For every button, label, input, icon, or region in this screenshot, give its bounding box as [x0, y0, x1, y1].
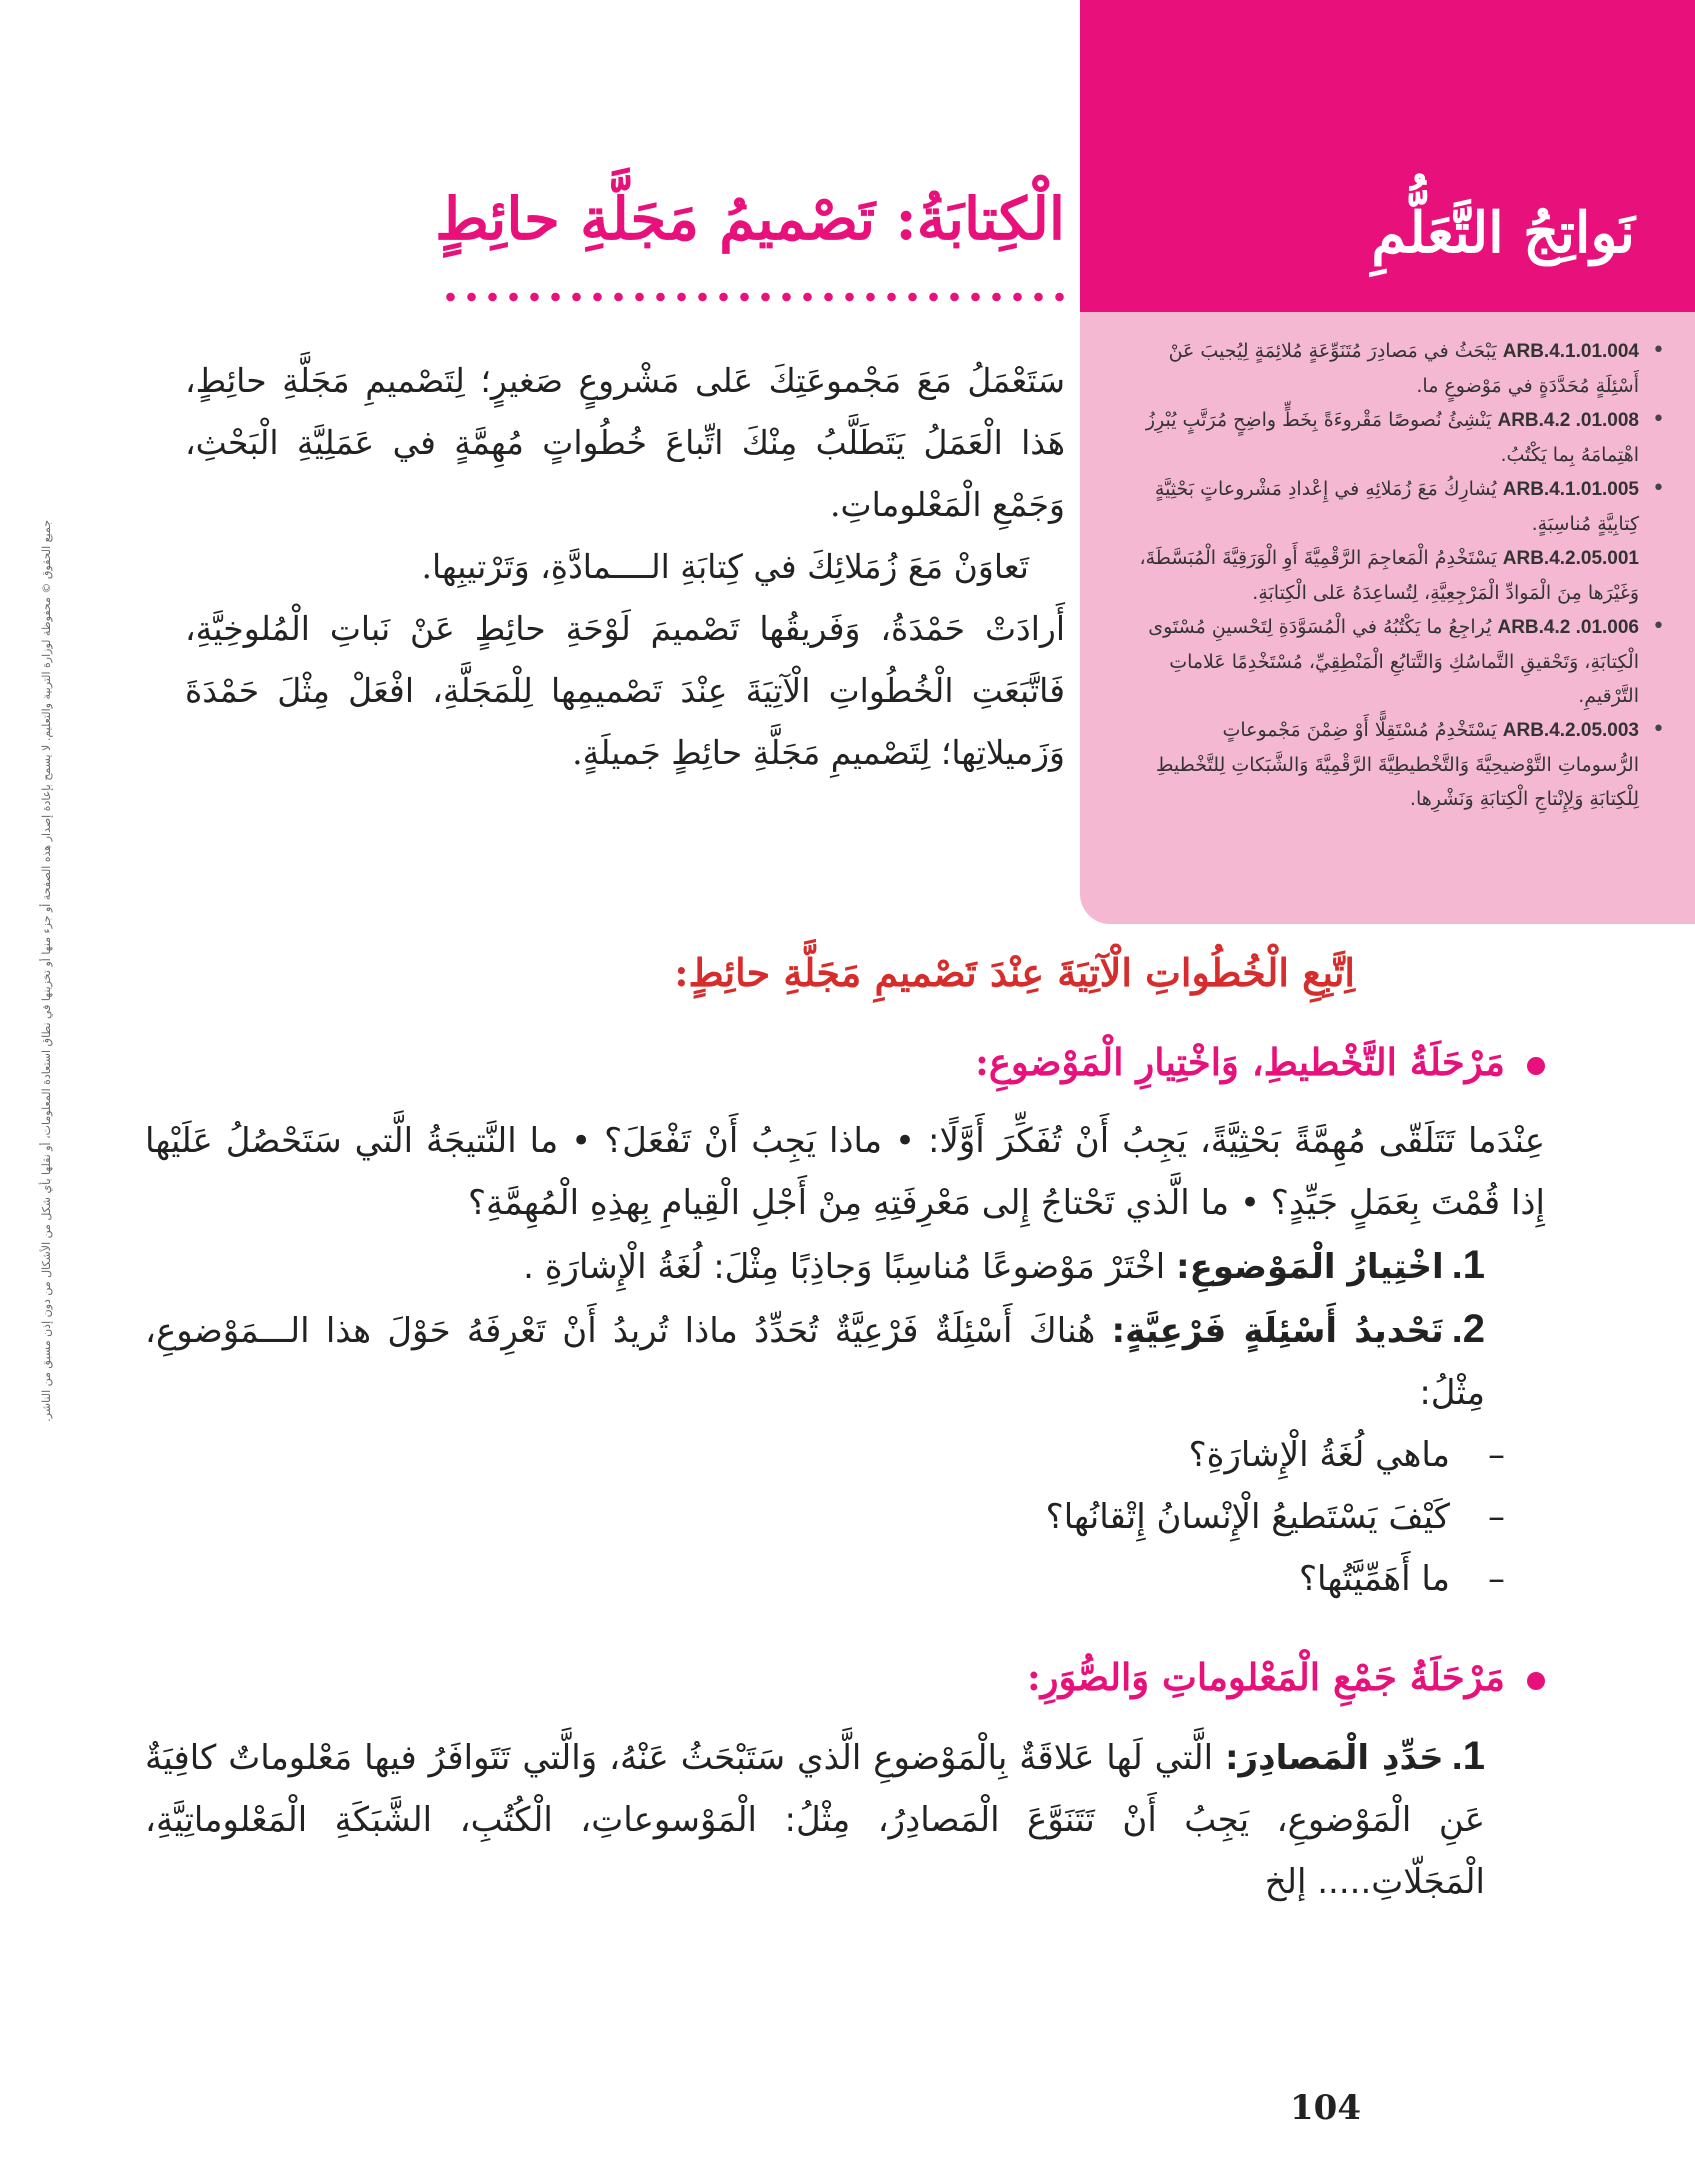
list-item: – كَيْفَ يَسْتَطيعُ الْإِنْسانُ إِتْقانُها؟: [1045, 1497, 1505, 1537]
sub-questions-list: [145, 1424, 1545, 1610]
stage-collection-body: [145, 1725, 1545, 1913]
intro-paragraph: أَرادَتْ حَمْدَةُ، وَفَريقُها تَصْميمَ لَوْحَةِ حائِطٍ عَنْ نَباتِ الْمُلوخِيَّةِ، فَاتَّبَعَتِ الْخُطُواتِ الْآتِيَةَ عِنْدَ تَصْميمِها لِلْمَجَلَّةِ، افْعَلْ مِثْلَ حَمْدَةَ وَزَميلاتِها؛ لِتَصْميمِ مَجَلَّةِ حائِطٍ جَميلَةٍ.: [185, 609, 1065, 772]
list-item: – ما أَهَمِّيَّتُها؟: [1298, 1559, 1505, 1599]
learning-outcome-item: • ARB.4.2 .01.008 يَنْشِئُ نُصوصًا مَقْروءَةً بِخَطٍّ واضِحٍ مُرَتَّبٍ يُبْرِزُ اهْتِمامَهُ بِما يَكْتُبُ.: [1145, 407, 1665, 466]
learning-outcome-item: • ARB.4.2.05.003 يَسْتَخْدِمُ مُسْتَقِلًّا أَوْ ضِمْنَ مَجْموعاتٍ الرُّسوماتِ التَّوْضيحِيَّةَ وَالتَّخْطيطِيَّةَ الرَّقْمِيَّةَ وَالشَّبَكاتِ لِلتَّخْطيطِ لِلْكِتابَةِ وَلِإِنْتاجِ الْكِتابَةِ وَنَشْرِها.: [1155, 717, 1665, 810]
stage-planning-body: [145, 1110, 1545, 1610]
intro-text: [185, 350, 1065, 784]
bullet-icon: [1527, 1672, 1545, 1690]
bullet-icon: [1527, 1057, 1545, 1075]
learning-outcome-item: • ARB.4.2 .01.006 يُراجِعُ ما يَكْتُبُهُ في الْمُسَوَّدَةِ لِتَحْسينِ مُسْتَوى الْكِتابَةِ، وَتَحْقيقِ التَّماسُكِ وَالتَّتابُعِ الْمَنْطِقِيِّ، مُسْتَخْدِمًا عَلاماتِ التَّرْقيمِ.: [1148, 614, 1665, 707]
learning-outcome-item: • ARB.4.1.01.004 يَبْحَثُ في مَصادِرَ مُتَنَوِّعَةٍ مُلائِمَةٍ لِيُجيبَ عَنْ أَسْئِلَةٍ مُحَدَّدَةٍ في مَوْضوعٍ ما.: [1168, 338, 1665, 397]
page-number: 104: [1290, 2088, 1361, 2128]
learning-outcomes-list: [1139, 334, 1665, 816]
page-title: الْكِتابَةُ: تَصْميمُ مَجَلَّةِ حائِطٍ: [435, 185, 1065, 253]
copyright-note: جميع الحقوق © محفوظة لوزارة التربية والتعليم. لا يسمح بإعادة إصدار هذه الصفحة أو جزء منها أو تخزينها في نطاق استعادة المعلومات، أو نقلها بأي شكل من الأشكال من دون إذن مسبق من الناشر.: [40, 520, 53, 1422]
numbered-item: 1.حَدِّدِ الْمَصادِرَ: الَّتي لَها عَلاقَةٌ بِالْمَوْضوعِ الَّذي سَتَبْحَثُ عَنْهُ، وَالَّتي تَتَوافَرُ فيها مَعْلوماتٌ كافِيَةٌ عَنِ الْمَوْضوعِ، يَجِبُ أَنْ تَتَنَوَّعَ الْمَصادِرُ، مِثْلُ: الْمَوْسوعاتِ، الْكُتُبِ، الشَّبَكَةِ الْمَعْلوماتِيَّةِ، الْمَجَلّاتِ..... إلخ: [145, 1734, 1485, 1902]
numbered-item: 2.تَحْديدُ أَسْئِلَةٍ فَرْعِيَّةٍ: هُناكَ أَسْئِلَةٌ فَرْعِيَّةٌ تُحَدِّدُ ماذا تُريدُ أَنْ تَعْرِفَهُ حَوْلَ هذا الـــمَوْضوعِ، مِثْلُ:: [145, 1307, 1485, 1413]
steps-heading: اِتَّبِعِ الْخُطُواتِ الْآتِيَةَ عِنْدَ تَصْميمِ مَجَلَّةِ حائِطٍ:: [674, 950, 1355, 995]
learning-outcomes-title: نَواتِجُ التَّعَلُّمِ: [1371, 200, 1635, 266]
intro-paragraph: سَتَعْمَلُ مَعَ مَجْموعَتِكَ عَلى مَشْروعٍ صَغيرٍ؛ لِتَصْميمِ مَجَلَّةِ حائِطٍ، هَذا الْعَمَلُ يَتَطَلَّبُ مِنْكَ اتِّباعَ خُطُواتٍ مُهِمَّةٍ في عَمَلِيَّةِ الْبَحْثِ، وَجَمْعِ الْمَعْلوماتِ.: [185, 361, 1065, 524]
learning-outcomes-header: [1080, 0, 1695, 312]
list-item: – ماهي لُغَةُ الْإِشارَةِ؟: [1188, 1435, 1505, 1475]
learning-outcome-item: ARB.4.2.05.001 يَسْتَخْدِمُ الْمَعاجِمَ الرَّقْمِيَّةَ أَوِ الْوَرَقِيَّةَ الْمُبَسَّطَةَ، وَغَيْرَها مِنَ الْمَوادِّ الْمَرْجِعِيَّةِ، لِتُساعِدَهُ عَلى الْكِتابَةِ.: [1139, 547, 1639, 604]
stage-collection-title: مَرْحَلَةُ جَمْعِ الْمَعْلوماتِ وَالصُّوَرِ:: [1027, 1655, 1545, 1699]
numbered-item: 1.اخْتِيارُ الْمَوْضوعِ: اخْتَرْ مَوْضوعًا مُناسِبًا وَجاذِبًا مِثْلَ: لُغَةُ الْإِشارَةِ .: [523, 1243, 1485, 1287]
intro-paragraph: تَعاوَنْ مَعَ زُمَلائِكَ في كِتابَةِ الــــمادَّةِ، وَتَرْتيبِها.: [421, 547, 1029, 586]
stage-planning-title: مَرْحَلَةُ التَّخْطيطِ، وَاخْتِيارِ الْمَوْضوعِ:: [975, 1040, 1545, 1084]
learning-outcome-item: • ARB.4.1.01.005 يُشارِكُ مَعَ زُمَلائِهِ في إِعْدادِ مَشْروعاتٍ بَحْثِيَّةٍ كِتابِيَّةٍ مُناسِبَةٍ.: [1154, 476, 1665, 535]
learning-outcomes-panel: [1080, 312, 1695, 924]
title-dotted-underline: [440, 290, 1065, 304]
stage-planning-intro: عِنْدَما تَتَلَقّى مُهِمَّةً بَحْثِيَّةً، يَجِبُ أَنْ تُفَكِّرَ أَوَّلًا: • ماذا يَجِبُ أَنْ تَفْعَلَ؟ • ما النَّتيجَةُ الَّتي سَتَحْصُلُ عَلَيْها إِذا قُمْتَ بِعَمَلٍ جَيِّدٍ؟ • ما الَّذي تَحْتاجُ إِلى مَعْرِفَتِهِ مِنْ أَجْلِ الْقِيامِ بِهذِهِ الْمُهِمَّةِ؟: [145, 1121, 1545, 1223]
